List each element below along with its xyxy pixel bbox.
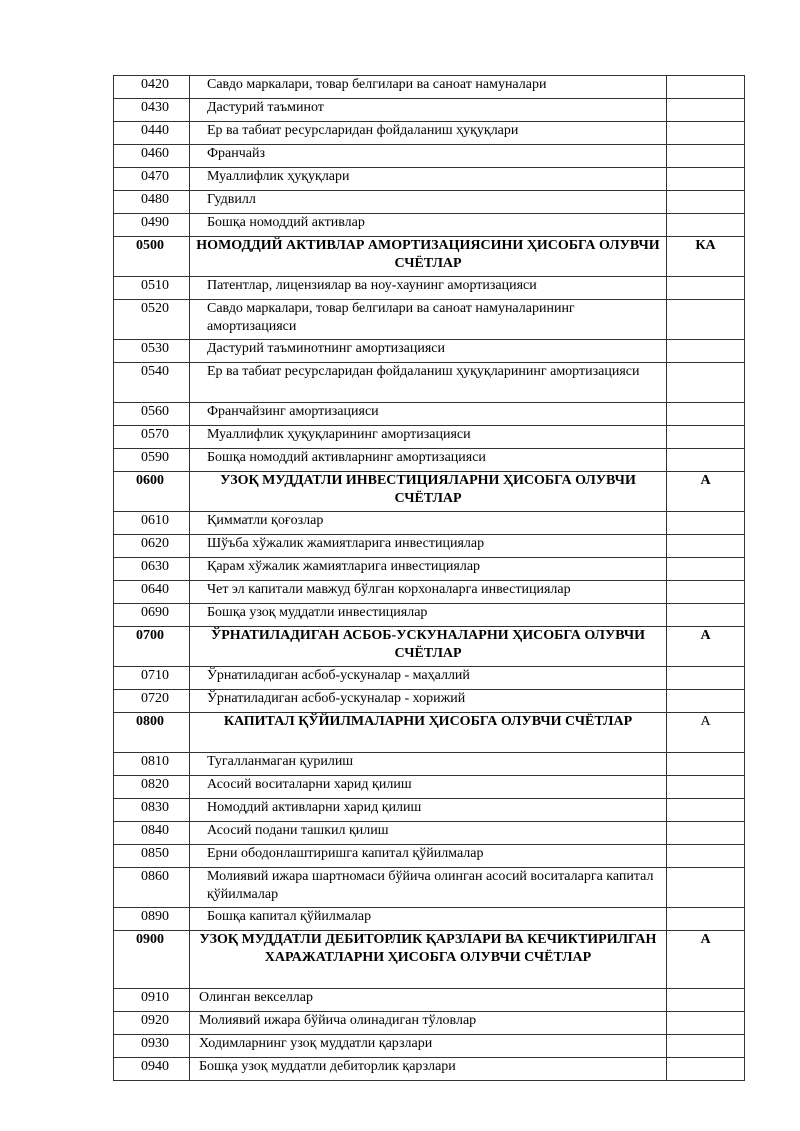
table-row xyxy=(114,300,745,340)
section-type: А xyxy=(667,627,745,667)
table-row xyxy=(114,122,745,145)
section-code: 0500 xyxy=(114,237,190,277)
account-code: 0510 xyxy=(114,277,190,300)
account-type xyxy=(667,168,745,191)
account-type xyxy=(667,799,745,822)
account-type xyxy=(667,822,745,845)
table-row xyxy=(114,214,745,237)
account-code: 0620 xyxy=(114,535,190,558)
account-name: Ер ва табиат ресурсларидан фойдаланиш ҳуқуқларининг амортизацияси xyxy=(190,363,667,403)
account-code: 0890 xyxy=(114,908,190,931)
account-name: Номоддий активларни харид қилиш xyxy=(190,799,667,822)
table-row xyxy=(114,1058,745,1081)
section-header-row xyxy=(114,713,745,753)
account-code: 0560 xyxy=(114,403,190,426)
account-name: Бошқа узоқ муддатли дебиторлик қарзлари xyxy=(190,1058,667,1081)
table-row xyxy=(114,403,745,426)
account-type xyxy=(667,122,745,145)
account-type xyxy=(667,426,745,449)
table-row xyxy=(114,145,745,168)
section-title: ЎРНАТИЛАДИГАН АСБОБ-УСКУНАЛАРНИ ҲИСОБГА ОЛУВЧИ СЧЁТЛАР xyxy=(190,627,667,667)
account-type xyxy=(667,300,745,340)
account-name: Гудвилл xyxy=(190,191,667,214)
account-type xyxy=(667,214,745,237)
account-code: 0910 xyxy=(114,989,190,1012)
account-type xyxy=(667,776,745,799)
account-code: 0640 xyxy=(114,581,190,604)
account-name: Қимматли қоғозлар xyxy=(190,512,667,535)
account-name: Франчайз xyxy=(190,145,667,168)
account-code: 0530 xyxy=(114,340,190,363)
table-row xyxy=(114,989,745,1012)
account-code: 0430 xyxy=(114,99,190,122)
account-name: Савдо маркалари, товар белгилари ва саноат намуналарининг амортизацияси xyxy=(190,300,667,340)
account-name: Тугалланмаган қурилиш xyxy=(190,753,667,776)
table-row xyxy=(114,168,745,191)
table-row xyxy=(114,426,745,449)
table-row xyxy=(114,667,745,690)
account-type xyxy=(667,581,745,604)
account-code: 0460 xyxy=(114,145,190,168)
account-name: Дастурий таъминотнинг амортизацияси xyxy=(190,340,667,363)
account-code: 0440 xyxy=(114,122,190,145)
table-row xyxy=(114,845,745,868)
section-code: 0800 xyxy=(114,713,190,753)
account-code: 0480 xyxy=(114,191,190,214)
account-name: Молиявий ижара шартномаси бўйича олинган асосий воситаларга капитал қўйилмалар xyxy=(190,868,667,908)
section-type: А xyxy=(667,931,745,989)
section-type: А xyxy=(667,713,745,753)
section-header-row xyxy=(114,627,745,667)
account-code: 0920 xyxy=(114,1012,190,1035)
account-type xyxy=(667,512,745,535)
account-type xyxy=(667,1058,745,1081)
account-type xyxy=(667,99,745,122)
table-row xyxy=(114,340,745,363)
account-name: Муаллифлик ҳуқуқларининг амортизацияси xyxy=(190,426,667,449)
account-name: Бошқа номоддий активлар xyxy=(190,214,667,237)
account-type xyxy=(667,753,745,776)
account-name: Чет эл капитали мавжуд бўлган корхоналарга инвестициялар xyxy=(190,581,667,604)
section-title: НОМОДДИЙ АКТИВЛАР АМОРТИЗАЦИЯСИНИ ҲИСОБГА ОЛУВЧИ СЧЁТЛАР xyxy=(190,237,667,277)
table-row xyxy=(114,581,745,604)
account-code: 0860 xyxy=(114,868,190,908)
account-code: 0840 xyxy=(114,822,190,845)
account-type xyxy=(667,76,745,99)
account-type xyxy=(667,868,745,908)
table-row xyxy=(114,99,745,122)
account-type xyxy=(667,535,745,558)
table-row xyxy=(114,604,745,627)
account-code: 0720 xyxy=(114,690,190,713)
account-code: 0420 xyxy=(114,76,190,99)
account-type xyxy=(667,1035,745,1058)
account-type xyxy=(667,340,745,363)
table-row xyxy=(114,753,745,776)
account-code: 0830 xyxy=(114,799,190,822)
table-row xyxy=(114,822,745,845)
account-name: Ўрнатиладиган асбоб-ускуналар - хорижий xyxy=(190,690,667,713)
account-code: 0810 xyxy=(114,753,190,776)
account-name: Асосий воситаларни харид қилиш xyxy=(190,776,667,799)
account-name: Савдо маркалари, товар белгилари ва саноат намуналари xyxy=(190,76,667,99)
account-code: 0710 xyxy=(114,667,190,690)
table-row xyxy=(114,277,745,300)
account-code: 0520 xyxy=(114,300,190,340)
account-name: Асосий подани ташкил қилиш xyxy=(190,822,667,845)
account-name: Молиявий ижара бўйича олинадиган тўловлар xyxy=(190,1012,667,1035)
account-code: 0470 xyxy=(114,168,190,191)
section-header-row xyxy=(114,931,745,989)
table-row xyxy=(114,76,745,99)
table-row xyxy=(114,535,745,558)
account-type xyxy=(667,449,745,472)
account-type xyxy=(667,191,745,214)
section-title: УЗОҚ МУДДАТЛИ ДЕБИТОРЛИК ҚАРЗЛАРИ ВА КЕЧИКТИРИЛГАН ХАРАЖАТЛАРНИ ҲИСОБГА ОЛУВЧИ СЧЁТЛАР xyxy=(190,931,667,989)
account-name: Муаллифлик ҳуқуқлари xyxy=(190,168,667,191)
account-name: Бошқа номоддий активларнинг амортизацияси xyxy=(190,449,667,472)
account-type xyxy=(667,845,745,868)
account-type xyxy=(667,690,745,713)
section-header-row xyxy=(114,237,745,277)
account-name: Қарам хўжалик жамиятларига инвестициялар xyxy=(190,558,667,581)
account-name: Ходимларнинг узоқ муддатли қарзлари xyxy=(190,1035,667,1058)
section-header-row xyxy=(114,472,745,512)
account-type xyxy=(667,403,745,426)
account-code: 0570 xyxy=(114,426,190,449)
table-row xyxy=(114,868,745,908)
account-code: 0540 xyxy=(114,363,190,403)
table-row xyxy=(114,776,745,799)
table-row xyxy=(114,690,745,713)
account-type xyxy=(667,908,745,931)
account-name: Бошқа капитал қўйилмалар xyxy=(190,908,667,931)
account-code: 0490 xyxy=(114,214,190,237)
table-row xyxy=(114,512,745,535)
account-code: 0850 xyxy=(114,845,190,868)
account-type xyxy=(667,363,745,403)
account-type xyxy=(667,277,745,300)
section-title: УЗОҚ МУДДАТЛИ ИНВЕСТИЦИЯЛАРНИ ҲИСОБГА ОЛУВЧИ СЧЁТЛАР xyxy=(190,472,667,512)
account-name: Ерни ободонлаштиришга капитал қўйилмалар xyxy=(190,845,667,868)
table-row xyxy=(114,1012,745,1035)
section-type: А xyxy=(667,472,745,512)
section-code: 0700 xyxy=(114,627,190,667)
table-row xyxy=(114,1035,745,1058)
section-title: КАПИТАЛ ҚЎЙИЛМАЛАРНИ ҲИСОБГА ОЛУВЧИ СЧЁТЛАР xyxy=(190,713,667,753)
table-row xyxy=(114,449,745,472)
account-type xyxy=(667,558,745,581)
account-type xyxy=(667,667,745,690)
account-name: Дастурий таъминот xyxy=(190,99,667,122)
account-name: Патентлар, лицензиялар ва ноу-хаунинг амортизацияси xyxy=(190,277,667,300)
account-name: Ер ва табиат ресурсларидан фойдаланиш ҳуқуқлари xyxy=(190,122,667,145)
account-code: 0930 xyxy=(114,1035,190,1058)
account-name: Ўрнатиладиган асбоб-ускуналар - маҳаллий xyxy=(190,667,667,690)
account-type xyxy=(667,604,745,627)
table-row xyxy=(114,191,745,214)
account-name: Олинган векселлар xyxy=(190,989,667,1012)
table-row xyxy=(114,908,745,931)
section-code: 0600 xyxy=(114,472,190,512)
accounts-table xyxy=(113,75,745,1081)
account-code: 0940 xyxy=(114,1058,190,1081)
table-row xyxy=(114,799,745,822)
account-code: 0590 xyxy=(114,449,190,472)
section-type: КА xyxy=(667,237,745,277)
table-row xyxy=(114,363,745,403)
account-name: Франчайзинг амортизацияси xyxy=(190,403,667,426)
account-code: 0820 xyxy=(114,776,190,799)
account-code: 0630 xyxy=(114,558,190,581)
account-name: Бошқа узоқ муддатли инвестициялар xyxy=(190,604,667,627)
account-type xyxy=(667,1012,745,1035)
account-code: 0690 xyxy=(114,604,190,627)
account-type xyxy=(667,989,745,1012)
table-row xyxy=(114,558,745,581)
account-type xyxy=(667,145,745,168)
account-name: Шўъба хўжалик жамиятларига инвестициялар xyxy=(190,535,667,558)
section-code: 0900 xyxy=(114,931,190,989)
account-code: 0610 xyxy=(114,512,190,535)
